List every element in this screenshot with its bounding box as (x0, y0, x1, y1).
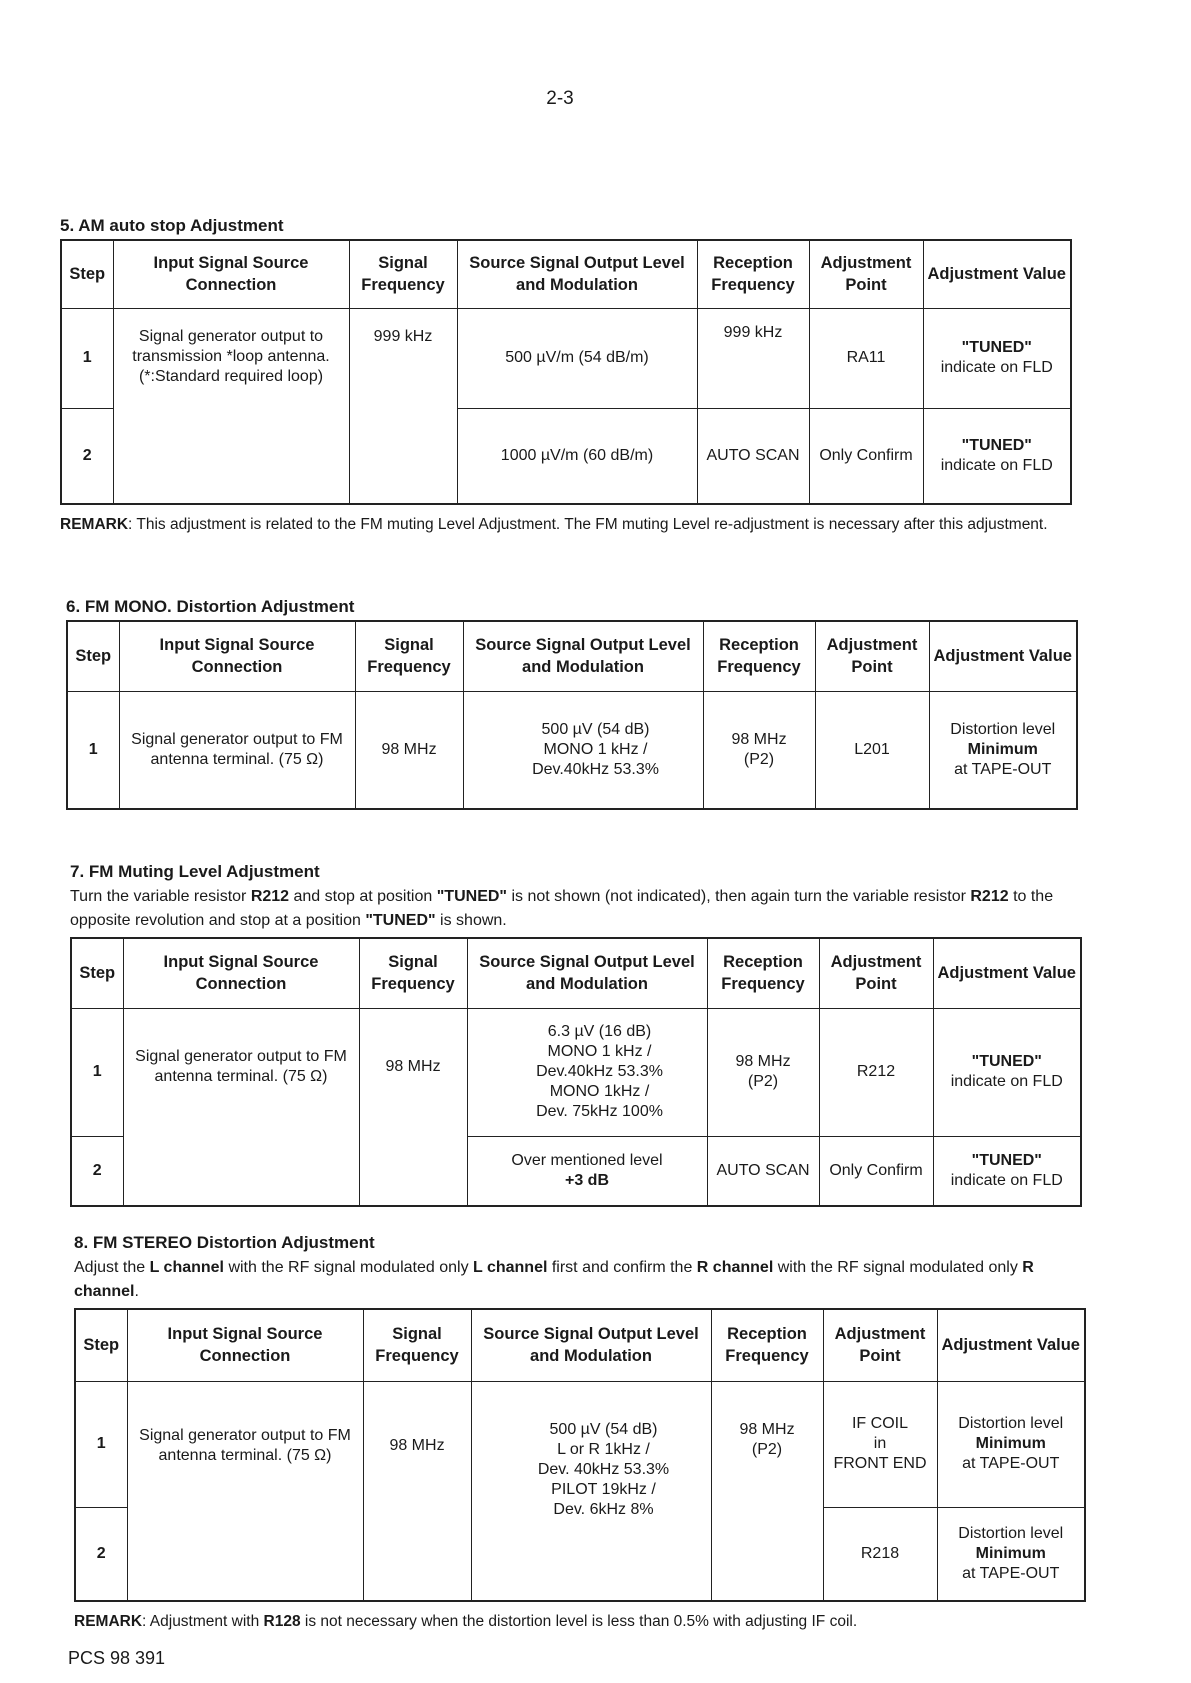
desc-bold: R channel (74, 1259, 1034, 1300)
desc-bold: R212 (250, 888, 290, 905)
reception-cell: AUTO SCAN (697, 408, 809, 504)
reception-cell: 999 kHz (697, 308, 809, 408)
step-cell: 2 (75, 1507, 127, 1601)
header-reception: Reception Frequency (711, 1309, 823, 1381)
header-step: Step (61, 240, 113, 308)
value-bold: Minimum (975, 1435, 1046, 1452)
desc-text: and stop at position (289, 888, 437, 905)
point-cell: R212 (819, 1008, 933, 1136)
source-line: MONO 1kHz / (549, 1083, 650, 1100)
reception-line: 98 MHz (735, 1053, 791, 1070)
header-reception: Reception Frequency (707, 938, 819, 1008)
section-description (74, 1256, 1084, 1304)
value-line: at TAPE-OUT (962, 1564, 1060, 1582)
value-text: indicate on FLD (940, 456, 1053, 474)
header-point: Adjustment Point (809, 240, 923, 308)
signal-cell: 999 kHz (349, 308, 457, 504)
source-cell (471, 1381, 711, 1601)
signal-cell: 98 MHz (363, 1381, 471, 1601)
source-cell (463, 691, 703, 809)
desc-text: to the opposite revolution and stop at a position (70, 888, 1054, 929)
header-source: Source Signal Output Level and Modulation (457, 240, 697, 308)
desc-text: . (134, 1283, 139, 1300)
point-cell: RA11 (809, 308, 923, 408)
step-cell: 1 (67, 691, 119, 809)
desc-bold: "TUNED" (365, 912, 436, 929)
input-cell: Signal generator output to FM antenna terminal. (75 Ω) (119, 691, 355, 809)
header-signal: Signal Frequency (359, 938, 467, 1008)
reception-line: (P2) (747, 1073, 779, 1090)
header-signal: Signal Frequency (355, 621, 463, 691)
header-source: Source Signal Output Level and Modulation (471, 1309, 711, 1381)
desc-text: Turn the variable resistor (70, 888, 251, 905)
step-cell: 2 (71, 1136, 123, 1206)
source-line: Dev.40kHz 53.3% (536, 1063, 663, 1080)
source-line: 500 µV (54 dB) (541, 720, 650, 738)
source-line: Dev. 75kHz 100% (536, 1103, 663, 1120)
step-cell: 1 (75, 1381, 127, 1507)
remark-label: REMARK (60, 516, 129, 533)
table-header-row (71, 938, 1081, 1008)
header-step: Step (71, 938, 123, 1008)
value-bold: Minimum (975, 1544, 1046, 1562)
table-row (67, 691, 1077, 809)
value-text: indicate on FLD (940, 359, 1053, 376)
adjustment-table-fm-stereo (74, 1308, 1086, 1602)
adjustment-table-am-auto-stop (60, 239, 1072, 505)
value-line: Distortion level (958, 1524, 1064, 1542)
value-cell (933, 1136, 1081, 1206)
section-fm-mono-distortion (66, 597, 1076, 810)
adjustment-table-fm-muting (70, 937, 1082, 1207)
header-reception: Reception Frequency (703, 621, 815, 691)
header-step: Step (75, 1309, 127, 1381)
header-input: Input Signal Source Connection (119, 621, 355, 691)
reception-line: (P2) (743, 750, 775, 768)
remark (60, 513, 1070, 537)
remark-text: is not necessary when the distortion level is less than 0.5% with adjusting IF coil. (300, 1613, 858, 1630)
desc-bold: L channel (149, 1259, 224, 1276)
header-signal: Signal Frequency (349, 240, 457, 308)
value-cell (923, 408, 1071, 504)
reception-line: 98 MHz (739, 1420, 795, 1438)
value-bold: Minimum (967, 740, 1038, 758)
signal-cell: 98 MHz (355, 691, 463, 809)
step-cell: 1 (71, 1008, 123, 1136)
section-title: 8. FM STEREO Distortion Adjustment (74, 1233, 375, 1252)
value-line: at TAPE-OUT (954, 760, 1052, 778)
source-line: PILOT 19kHz / (551, 1480, 656, 1498)
header-source: Source Signal Output Level and Modulation (463, 621, 703, 691)
header-value: Adjustment Value (929, 621, 1077, 691)
remark-bold: R128 (263, 1613, 301, 1630)
desc-text: is not shown (not indicated), then again turn the variable resistor (507, 888, 971, 905)
point-cell: Only Confirm (819, 1136, 933, 1206)
point-cell: Only Confirm (809, 408, 923, 504)
header-reception: Reception Frequency (697, 240, 809, 308)
value-cell (937, 1381, 1085, 1507)
footer-doc-code: PCS 98 391 (68, 1648, 166, 1668)
desc-text: is shown. (435, 912, 507, 929)
source-line: L or R 1kHz / (557, 1440, 650, 1458)
source-cell (467, 1136, 707, 1206)
value-text: indicate on FLD (950, 1171, 1063, 1189)
header-value: Adjustment Value (933, 938, 1081, 1008)
value-bold: "TUNED" (961, 436, 1032, 454)
section-am-auto-stop (60, 216, 1070, 537)
source-cell: 500 µV/m (54 dB/m) (457, 308, 697, 408)
step-cell: 2 (61, 408, 113, 504)
value-cell (937, 1507, 1085, 1601)
table-header-row (75, 1309, 1085, 1381)
desc-bold: R channel (696, 1259, 774, 1276)
input-cell: Signal generator output to FM antenna terminal. (75 Ω) (123, 1008, 359, 1206)
point-cell: R218 (823, 1507, 937, 1601)
source-line: 500 µV (54 dB) (549, 1420, 658, 1438)
table-row (61, 308, 1071, 408)
value-text: indicate on FLD (950, 1073, 1063, 1090)
reception-cell (711, 1381, 823, 1601)
header-value: Adjustment Value (937, 1309, 1085, 1381)
value-cell (929, 691, 1077, 809)
header-input: Input Signal Source Connection (123, 938, 359, 1008)
page-number: 2-3 (546, 88, 574, 109)
value-line: Distortion level (950, 720, 1056, 738)
step-cell: 1 (61, 308, 113, 408)
input-cell: Signal generator output to FM antenna terminal. (75 Ω) (127, 1381, 363, 1601)
header-point: Adjustment Point (823, 1309, 937, 1381)
table-header-row (61, 240, 1071, 308)
section-fm-stereo-distortion (74, 1233, 1084, 1634)
signal-cell: 98 MHz (359, 1008, 467, 1206)
value-cell (933, 1008, 1081, 1136)
point-line: IF COIL (851, 1415, 908, 1432)
source-line: Dev.40kHz 53.3% (532, 760, 659, 778)
table-row (75, 1381, 1085, 1507)
source-line: Over mentioned level (511, 1151, 663, 1169)
point-cell (823, 1381, 937, 1507)
header-step: Step (67, 621, 119, 691)
desc-bold: L channel (473, 1259, 548, 1276)
point-line: in (873, 1435, 887, 1452)
desc-bold: R212 (970, 888, 1009, 905)
reception-cell (703, 691, 815, 809)
header-point: Adjustment Point (815, 621, 929, 691)
input-cell: Signal generator output to transmission *loop antenna. (*:Standard required loop) (113, 308, 349, 504)
source-line: Dev. 40kHz 53.3% (537, 1460, 670, 1478)
source-line: Dev. 6kHz 8% (553, 1500, 654, 1518)
value-bold: "TUNED" (971, 1151, 1042, 1169)
remark (74, 1610, 1084, 1634)
section-title: 7. FM Muting Level Adjustment (70, 862, 320, 881)
reception-line: 98 MHz (731, 730, 787, 748)
source-cell: 1000 µV/m (60 dB/m) (457, 408, 697, 504)
desc-text: Adjust the (74, 1259, 150, 1276)
reception-line: (P2) (751, 1440, 783, 1458)
header-value: Adjustment Value (923, 240, 1071, 308)
desc-text: first and confirm the (547, 1259, 697, 1276)
header-input: Input Signal Source Connection (127, 1309, 363, 1381)
value-bold: "TUNED" (971, 1053, 1042, 1070)
table-row (71, 1008, 1081, 1136)
table-header-row (67, 621, 1077, 691)
reception-cell (707, 1008, 819, 1136)
reception-cell: AUTO SCAN (707, 1136, 819, 1206)
section-description (70, 885, 1080, 933)
source-cell (467, 1008, 707, 1136)
source-line: MONO 1 kHz / (547, 1043, 652, 1060)
adjustment-table-fm-mono (66, 620, 1078, 810)
remark-text: : Adjustment with (142, 1613, 264, 1630)
header-input: Input Signal Source Connection (113, 240, 349, 308)
source-line: 6.3 µV (16 dB) (547, 1023, 652, 1040)
header-source: Source Signal Output Level and Modulation (467, 938, 707, 1008)
remark-text: : This adjustment is related to the FM muting Level Adjustment. The FM muting Level re-adjustment is necessary after this adjustment. (128, 516, 1048, 533)
value-cell (923, 308, 1071, 408)
desc-text: with the RF signal modulated only (773, 1259, 1023, 1276)
value-line: at TAPE-OUT (962, 1455, 1060, 1472)
section-title: 5. AM auto stop Adjustment (60, 216, 284, 235)
value-line: Distortion level (958, 1415, 1064, 1432)
section-title: 6. FM MONO. Distortion Adjustment (66, 597, 355, 616)
section-fm-muting-level (70, 862, 1080, 1207)
desc-text: with the RF signal modulated only (224, 1259, 474, 1276)
header-point: Adjustment Point (819, 938, 933, 1008)
point-line: FRONT END (833, 1455, 927, 1472)
desc-bold: "TUNED" (436, 888, 507, 905)
source-line: MONO 1 kHz / (543, 740, 648, 758)
point-cell: L201 (815, 691, 929, 809)
value-bold: "TUNED" (961, 339, 1032, 356)
remark-label: REMARK (74, 1613, 143, 1630)
header-signal: Signal Frequency (363, 1309, 471, 1381)
source-bold: +3 dB (564, 1171, 609, 1189)
